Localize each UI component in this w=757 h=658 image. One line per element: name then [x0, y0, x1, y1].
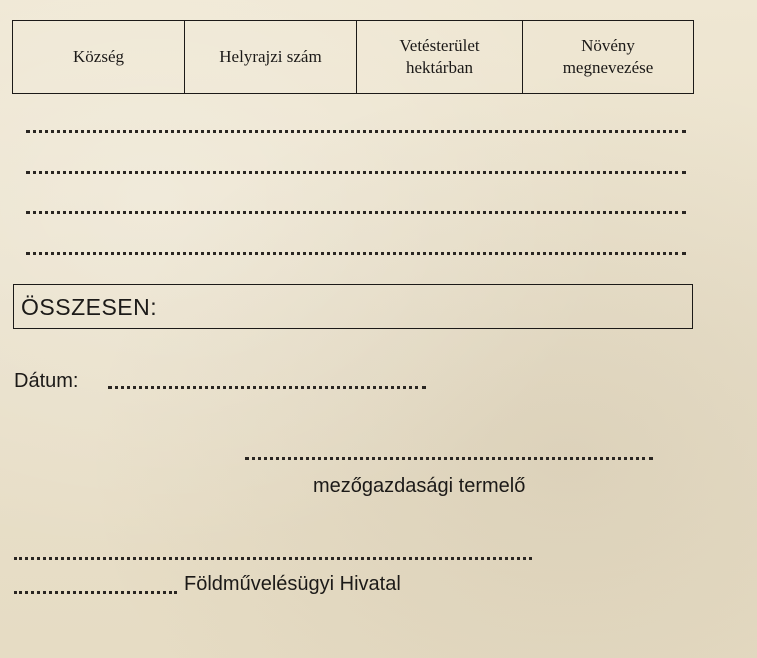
- column-header-sown-area: [357, 21, 523, 94]
- total-box[interactable]: [13, 284, 693, 329]
- column-header-parcel-number-label: Helyrajzi szám: [219, 47, 322, 66]
- column-header-crop-name-line1: Növény: [581, 36, 635, 55]
- crop-area-table-header: [12, 20, 694, 94]
- total-label: ÖSSZESEN:: [21, 294, 158, 320]
- date-label: Dátum:: [14, 370, 79, 392]
- column-header-village: [13, 21, 185, 94]
- farmer-signature-label: mezőgazdasági termelő: [313, 475, 526, 497]
- entry-line[interactable]: [26, 130, 686, 133]
- column-header-crop-name: [523, 21, 694, 94]
- farmer-signature-line[interactable]: [245, 457, 653, 460]
- entry-line[interactable]: [26, 171, 686, 174]
- column-header-parcel-number: [185, 21, 357, 94]
- office-signature-line[interactable]: [14, 557, 532, 560]
- entry-line[interactable]: [26, 252, 686, 255]
- column-header-crop-name-line2: megnevezése: [562, 58, 654, 77]
- entry-line[interactable]: [26, 211, 686, 214]
- column-header-sown-area-line1: Vetésterület: [399, 36, 480, 55]
- office-label: Földművelésügyi Hivatal: [184, 573, 401, 595]
- date-field[interactable]: [108, 386, 426, 389]
- office-name-field[interactable]: [14, 591, 177, 594]
- column-header-village-label: Község: [73, 47, 124, 66]
- column-header-sown-area-line2: hektárban: [405, 58, 474, 77]
